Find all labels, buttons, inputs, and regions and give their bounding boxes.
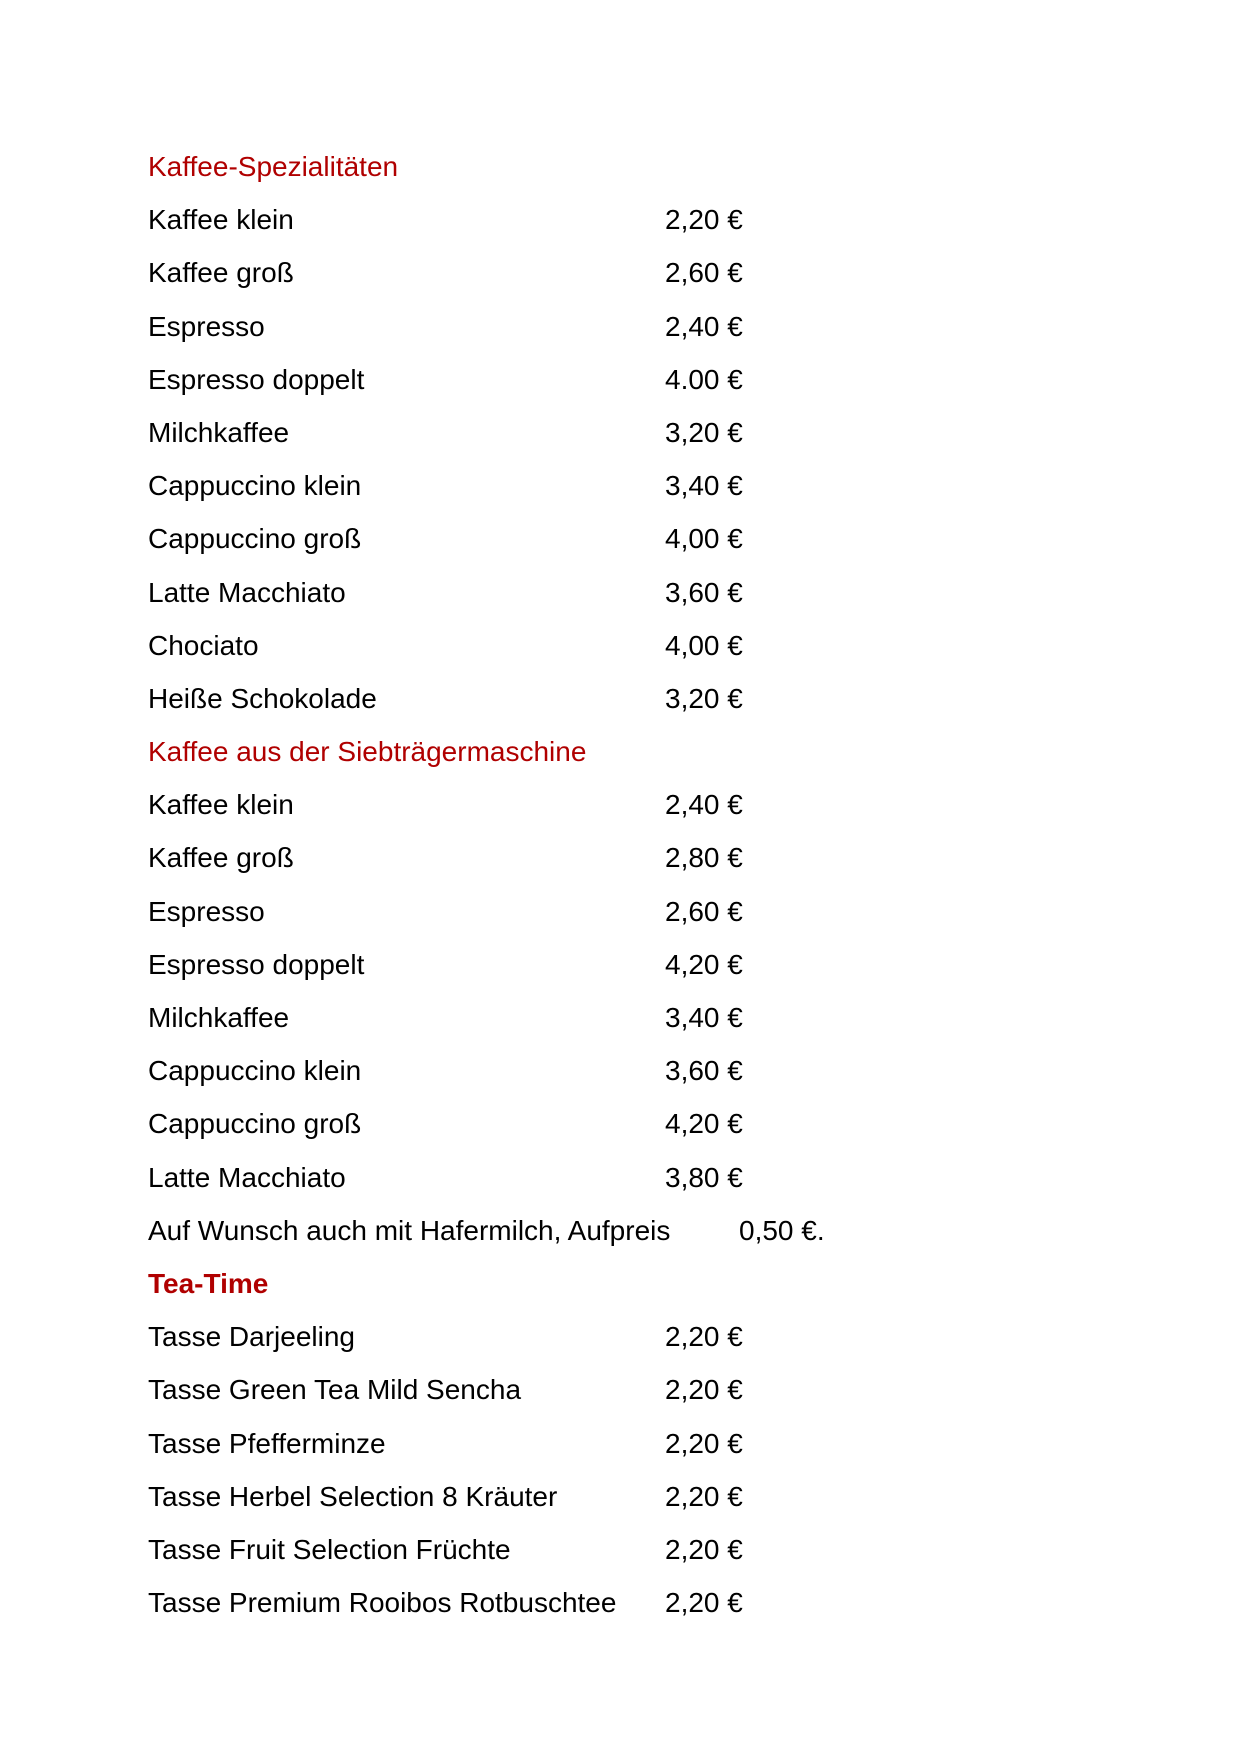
item-name: Kaffee groß bbox=[148, 257, 294, 289]
item-price: 2,20 € bbox=[665, 204, 743, 236]
item-price: 3,60 € bbox=[665, 1055, 743, 1087]
item-price: 2,80 € bbox=[665, 842, 743, 874]
item-price: 2,40 € bbox=[665, 310, 743, 342]
item-name: Espresso doppelt bbox=[148, 948, 365, 980]
item-price: 3,40 € bbox=[665, 1002, 743, 1033]
note-price: 0,50 €. bbox=[739, 1214, 825, 1246]
item-price: 4,20 € bbox=[665, 948, 743, 980]
menu-item bbox=[148, 1044, 1048, 1097]
item-name: Heiße Schokolade bbox=[148, 682, 377, 714]
oat-milk-note bbox=[148, 1204, 1048, 1257]
item-price: 4,20 € bbox=[665, 1108, 743, 1140]
section-heading-kaffee-spezialitaeten: Kaffee-Spezialitäten bbox=[148, 151, 399, 182]
item-price: 4.00 € bbox=[665, 363, 743, 395]
item-name: Cappuccino klein bbox=[148, 470, 362, 502]
price-list bbox=[148, 140, 1048, 1629]
item-price: 3,60 € bbox=[665, 576, 743, 608]
menu-item bbox=[148, 1417, 1048, 1470]
menu-item bbox=[148, 778, 1048, 831]
menu-item bbox=[148, 353, 1048, 406]
item-name: Espresso doppelt bbox=[148, 363, 365, 395]
menu-item bbox=[148, 512, 1048, 565]
menu-item bbox=[148, 1151, 1048, 1204]
item-name: Tasse Pfefferminze bbox=[148, 1427, 386, 1459]
item-price: 2,60 € bbox=[665, 895, 743, 927]
menu-item bbox=[148, 831, 1048, 884]
item-name: Kaffee klein bbox=[148, 204, 294, 236]
menu-item bbox=[148, 1363, 1048, 1416]
menu-item bbox=[148, 1470, 1048, 1523]
section-heading-tea-time: Tea-Time bbox=[148, 1267, 269, 1299]
menu-item bbox=[148, 1576, 1048, 1629]
item-price: 3,20 € bbox=[665, 682, 743, 714]
item-name: Kaffee klein bbox=[148, 789, 294, 821]
item-price: 2,20 € bbox=[665, 1533, 743, 1565]
note-text: Auf Wunsch auch mit Hafermilch, Aufpreis bbox=[148, 1214, 671, 1246]
menu-item bbox=[148, 938, 1048, 991]
menu-item bbox=[148, 885, 1048, 938]
item-price: 4,00 € bbox=[665, 629, 743, 661]
menu-item bbox=[148, 459, 1048, 512]
item-name: Tasse Herbel Selection 8 Kräuter bbox=[148, 1480, 558, 1512]
item-name: Milchkaffee bbox=[148, 416, 290, 448]
item-name: Tasse Premium Rooibos Rotbuschtee bbox=[148, 1587, 617, 1619]
item-price: 2,40 € bbox=[665, 789, 743, 821]
item-name: Cappuccino groß bbox=[148, 523, 362, 555]
item-name: Espresso bbox=[148, 310, 265, 342]
item-name: Kaffee groß bbox=[148, 842, 294, 874]
item-name: Cappuccino groß bbox=[148, 1108, 362, 1140]
item-price: 2,20 € bbox=[665, 1321, 743, 1353]
menu-item bbox=[148, 193, 1048, 246]
menu-item bbox=[148, 672, 1048, 725]
item-name: Latte Macchiato bbox=[148, 576, 346, 608]
menu-item bbox=[148, 300, 1048, 353]
item-price: 2,20 € bbox=[665, 1480, 743, 1512]
item-name: Tasse Darjeeling bbox=[148, 1321, 355, 1353]
item-name: Tasse Fruit Selection Früchte bbox=[148, 1533, 511, 1565]
menu-item bbox=[148, 1310, 1048, 1363]
item-name: Latte Macchiato bbox=[148, 1161, 346, 1193]
item-name: Chociato bbox=[148, 629, 259, 661]
item-price: 3,80 € bbox=[665, 1161, 743, 1193]
item-name: Tasse Green Tea Mild Sencha bbox=[148, 1374, 522, 1406]
item-price: 3,20 € bbox=[665, 416, 743, 448]
item-price: 2,20 € bbox=[665, 1587, 743, 1619]
item-name: Cappuccino klein bbox=[148, 1055, 362, 1087]
menu-item bbox=[148, 566, 1048, 619]
item-price: 2,60 € bbox=[665, 257, 743, 289]
menu-item bbox=[148, 619, 1048, 672]
item-name: Milchkaffee bbox=[148, 1002, 290, 1033]
item-price: 4,00 € bbox=[665, 523, 743, 555]
menu-item bbox=[148, 991, 1048, 1044]
item-name: Espresso bbox=[148, 895, 265, 927]
item-price: 2,20 € bbox=[665, 1374, 743, 1406]
menu-item bbox=[148, 1523, 1048, 1576]
item-price: 2,20 € bbox=[665, 1427, 743, 1459]
menu-item bbox=[148, 246, 1048, 299]
menu-item bbox=[148, 1097, 1048, 1150]
section-heading-siebtraeger: Kaffee aus der Siebträgermaschine bbox=[148, 736, 587, 768]
menu-item bbox=[148, 406, 1048, 459]
item-price: 3,40 € bbox=[665, 470, 743, 502]
